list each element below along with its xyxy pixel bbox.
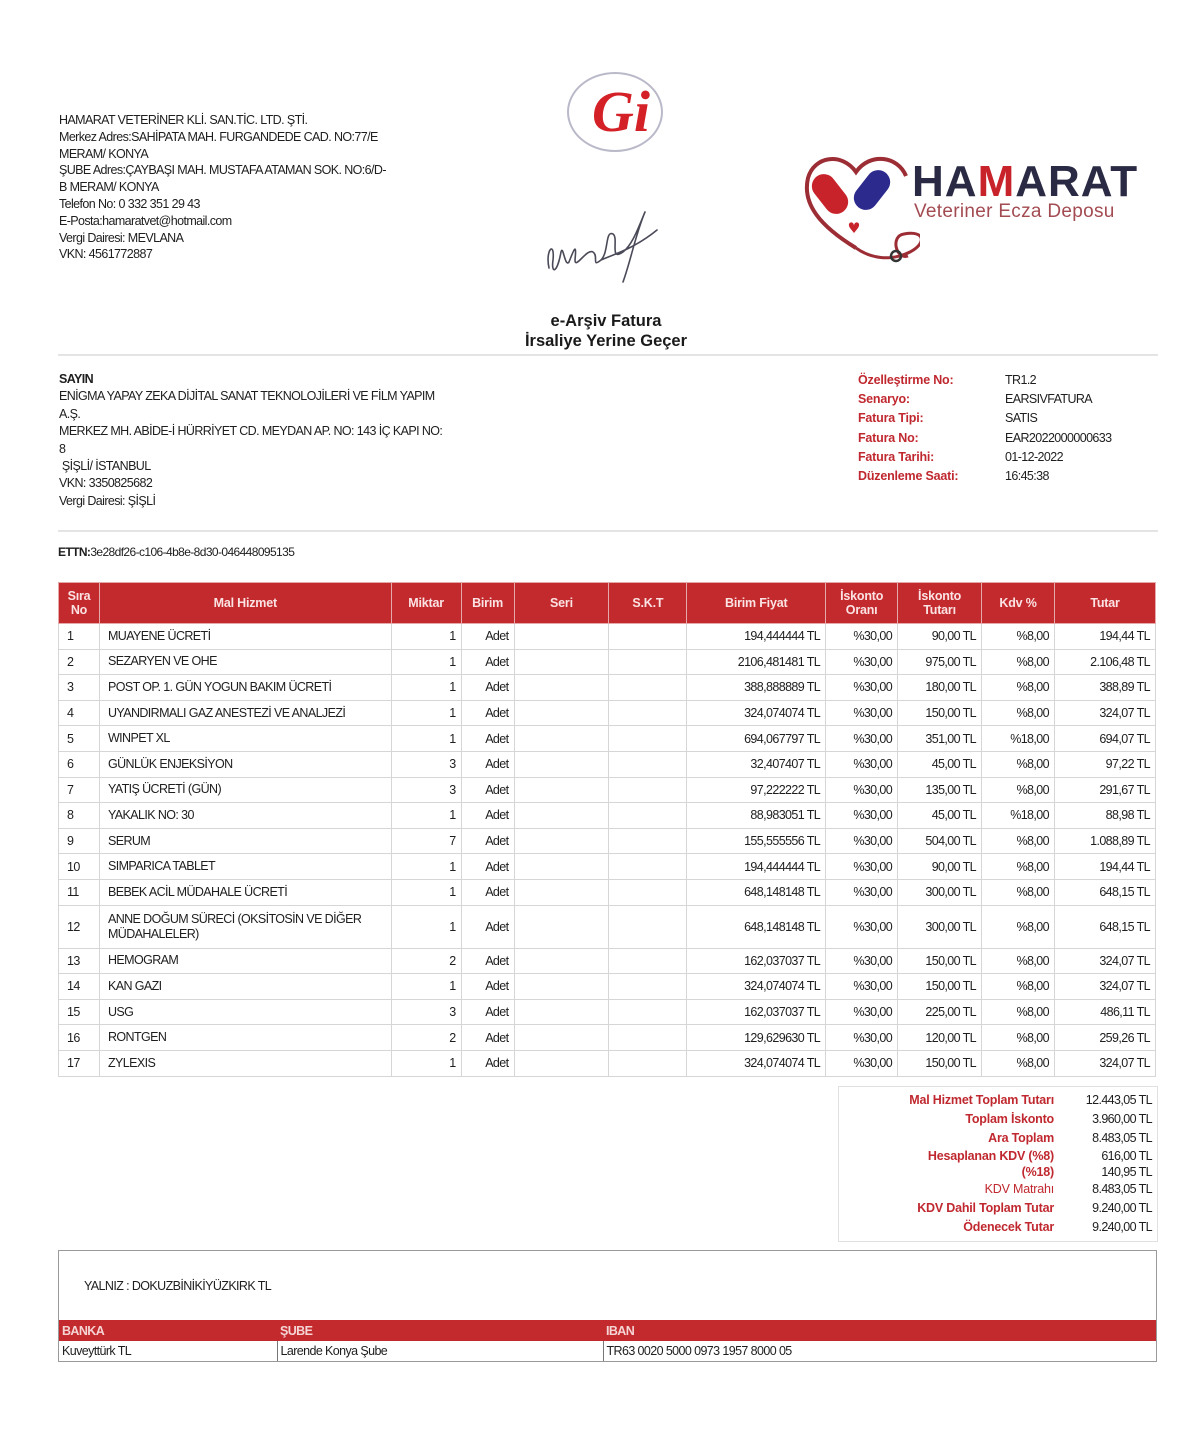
item-expiry <box>609 974 687 1000</box>
item-serial <box>514 624 609 650</box>
item-serial <box>514 675 609 701</box>
col-seri: Seri <box>514 583 609 624</box>
seller-address-line: MERAM/ KONYA <box>59 146 149 161</box>
item-expiry <box>609 751 687 777</box>
item-unit: Adet <box>461 700 514 726</box>
item-vat-rate: %8,00 <box>982 948 1055 974</box>
item-quantity: 1 <box>391 700 461 726</box>
item-expiry <box>609 726 687 752</box>
item-total: 194,44 TL <box>1054 624 1155 650</box>
item-serial <box>514 854 609 880</box>
item-expiry <box>609 803 687 829</box>
gib-seal-icon: Gi <box>567 72 663 152</box>
col-miktar: Miktar <box>391 583 461 624</box>
row-number: 14 <box>59 974 100 1000</box>
row-number: 9 <box>59 828 100 854</box>
totals-box <box>838 1086 1158 1242</box>
item-serial <box>514 1050 609 1076</box>
document-title <box>0 311 1200 351</box>
item-discount-amount: 300,00 TL <box>898 905 982 948</box>
buyer-city: ŞİŞLİ/ İSTANBUL <box>59 459 151 474</box>
row-number: 10 <box>59 854 100 880</box>
item-discount-amount: 135,00 TL <box>898 777 982 803</box>
bank-col-banka: BANKA <box>59 1320 277 1341</box>
col-sira-no: Sıra No <box>59 583 100 624</box>
bank-table <box>59 1320 1156 1362</box>
item-discount-rate: %30,00 <box>826 974 898 1000</box>
item-name: USG <box>99 999 391 1025</box>
item-unit: Adet <box>461 879 514 905</box>
row-number: 8 <box>59 803 100 829</box>
item-name: BEBEK ACİL MÜDAHALE ÜCRETİ <box>99 879 391 905</box>
item-quantity: 1 <box>391 1050 461 1076</box>
total-row: KDV Matrahı 8.483,05 TL <box>984 1182 1152 1196</box>
item-name: GÜNLÜK ENJEKSİYON <box>99 751 391 777</box>
total-row: Mal Hizmet Toplam Tutarı 12.443,05 TL <box>909 1093 1152 1107</box>
item-vat-rate: %8,00 <box>982 1025 1055 1051</box>
item-serial <box>514 1025 609 1051</box>
bank-name: Kuveyttürk TL <box>59 1341 277 1361</box>
total-row: (%18) 140,95 TL <box>1021 1165 1152 1179</box>
item-discount-amount: 180,00 TL <box>898 675 982 701</box>
item-discount-amount: 150,00 TL <box>898 700 982 726</box>
meta-row: Fatura Tarihi: 01-12-2022 <box>858 449 1063 464</box>
item-discount-rate: %30,00 <box>826 854 898 880</box>
item-vat-rate: %8,00 <box>982 1050 1055 1076</box>
item-unit: Adet <box>461 854 514 880</box>
buyer-tax-office: Vergi Dairesi: ŞİŞLİ <box>59 493 156 508</box>
item-total: 324,07 TL <box>1054 974 1155 1000</box>
item-discount-rate: %30,00 <box>826 649 898 675</box>
item-unit-price: 155,555556 TL <box>687 828 826 854</box>
item-unit: Adet <box>461 675 514 701</box>
item-expiry <box>609 1025 687 1051</box>
item-vat-rate: %8,00 <box>982 879 1055 905</box>
divider <box>58 354 1158 356</box>
item-total: 194,44 TL <box>1054 854 1155 880</box>
seller-address-line: Merkez Adres:SAHİPATA MAH. FURGANDEDE CAD. NO:77/E <box>59 129 378 144</box>
col-kdv: Kdv % <box>982 583 1055 624</box>
row-number: 13 <box>59 948 100 974</box>
row-number: 15 <box>59 999 100 1025</box>
table-row <box>59 777 1156 803</box>
item-total: 324,07 TL <box>1054 948 1155 974</box>
item-quantity: 1 <box>391 905 461 948</box>
document-title-line2: İrsaliye Yerine Geçer <box>524 332 688 350</box>
seller-info <box>59 112 499 263</box>
table-row <box>59 675 1156 701</box>
item-serial <box>514 879 609 905</box>
item-unit-price: 194,444444 TL <box>687 854 826 880</box>
row-number: 5 <box>59 726 100 752</box>
invoice-meta <box>858 371 1158 486</box>
item-serial <box>514 999 609 1025</box>
buyer-salutation: SAYIN <box>59 372 94 386</box>
item-discount-amount: 120,00 TL <box>898 1025 982 1051</box>
item-total: 486,11 TL <box>1054 999 1155 1025</box>
table-row <box>59 974 1156 1000</box>
item-unit: Adet <box>461 1050 514 1076</box>
item-total: 259,26 TL <box>1054 1025 1155 1051</box>
item-discount-amount: 45,00 TL <box>898 803 982 829</box>
total-row: KDV Dahil Toplam Tutar 9.240,00 TL <box>917 1201 1152 1215</box>
item-quantity: 2 <box>391 948 461 974</box>
item-vat-rate: %8,00 <box>982 905 1055 948</box>
item-quantity: 1 <box>391 879 461 905</box>
item-discount-amount: 150,00 TL <box>898 948 982 974</box>
signature-icon <box>535 190 685 300</box>
item-serial <box>514 726 609 752</box>
col-mal-hizmet: Mal Hizmet <box>99 583 391 624</box>
item-discount-amount: 150,00 TL <box>898 974 982 1000</box>
item-serial <box>514 803 609 829</box>
item-unit: Adet <box>461 649 514 675</box>
buyer-address: MERKEZ MH. ABİDE-İ HÜRRİYET CD. MEYDAN AP. NO: 143 İÇ KAPI NO: <box>59 424 443 439</box>
item-discount-rate: %30,00 <box>826 1025 898 1051</box>
item-discount-rate: %30,00 <box>826 726 898 752</box>
item-serial <box>514 828 609 854</box>
item-expiry <box>609 879 687 905</box>
items-table <box>58 582 1156 1077</box>
item-name: KAN GAZI <box>99 974 391 1000</box>
divider <box>58 530 1158 532</box>
bank-col-sube: ŞUBE <box>277 1320 603 1341</box>
item-discount-amount: 150,00 TL <box>898 1050 982 1076</box>
row-number: 2 <box>59 649 100 675</box>
item-unit-price: 648,148148 TL <box>687 879 826 905</box>
item-quantity: 1 <box>391 624 461 650</box>
item-vat-rate: %8,00 <box>982 854 1055 880</box>
item-discount-amount: 351,00 TL <box>898 726 982 752</box>
item-discount-amount: 300,00 TL <box>898 879 982 905</box>
item-discount-rate: %30,00 <box>826 948 898 974</box>
meta-row: Düzenleme Saati: 16:45:38 <box>858 469 1049 484</box>
item-unit: Adet <box>461 624 514 650</box>
item-expiry <box>609 624 687 650</box>
table-row <box>59 999 1156 1025</box>
item-vat-rate: %8,00 <box>982 675 1055 701</box>
item-name: ZYLEXIS <box>99 1050 391 1076</box>
item-quantity: 1 <box>391 675 461 701</box>
item-expiry <box>609 777 687 803</box>
item-quantity: 3 <box>391 751 461 777</box>
item-discount-amount: 504,00 TL <box>898 828 982 854</box>
item-discount-rate: %30,00 <box>826 624 898 650</box>
item-unit: Adet <box>461 1025 514 1051</box>
table-row <box>59 905 1156 948</box>
item-unit-price: 162,037037 TL <box>687 999 826 1025</box>
item-total: 291,67 TL <box>1054 777 1155 803</box>
item-total: 2.106,48 TL <box>1054 649 1155 675</box>
item-unit-price: 162,037037 TL <box>687 948 826 974</box>
item-unit: Adet <box>461 803 514 829</box>
item-discount-amount: 975,00 TL <box>898 649 982 675</box>
item-vat-rate: %8,00 <box>982 700 1055 726</box>
seller-phone: Telefon No: 0 332 351 29 43 <box>59 196 200 211</box>
col-birim: Birim <box>461 583 514 624</box>
seller-vkn: VKN: 4561772887 <box>59 247 153 262</box>
table-row <box>59 948 1156 974</box>
item-expiry <box>609 700 687 726</box>
item-name: SIMPARICA TABLET <box>99 854 391 880</box>
meta-row: Fatura Tipi: SATIS <box>858 411 1038 426</box>
row-number: 17 <box>59 1050 100 1076</box>
table-row <box>59 1050 1156 1076</box>
item-total: 97,22 TL <box>1054 751 1155 777</box>
item-unit: Adet <box>461 828 514 854</box>
col-iskonto-tutari: İskonto Tutarı <box>898 583 982 624</box>
item-expiry <box>609 649 687 675</box>
bank-iban: TR63 0020 5000 0973 1957 8000 05 <box>603 1341 1156 1361</box>
table-row <box>59 624 1156 650</box>
buyer-info <box>59 371 499 510</box>
item-serial <box>514 948 609 974</box>
col-skt: S.K.T <box>609 583 687 624</box>
item-name: RONTGEN <box>99 1025 391 1051</box>
buyer-address-cont: 8 <box>59 441 66 456</box>
item-name: SERUM <box>99 828 391 854</box>
table-row <box>59 854 1156 880</box>
item-discount-amount: 225,00 TL <box>898 999 982 1025</box>
item-unit: Adet <box>461 777 514 803</box>
col-iskonto-orani: İskonto Oranı <box>826 583 898 624</box>
item-quantity: 1 <box>391 726 461 752</box>
table-row <box>59 649 1156 675</box>
seller-tax-office: Vergi Dairesi: MEVLANA <box>59 230 184 245</box>
heart-stethoscope-icon <box>800 148 920 268</box>
total-row: Hesaplanan KDV (%8) 616,00 TL <box>927 1149 1152 1163</box>
item-expiry <box>609 905 687 948</box>
item-name: HEMOGRAM <box>99 948 391 974</box>
col-birim-fiyat: Birim Fiyat <box>687 583 826 624</box>
item-expiry <box>609 999 687 1025</box>
meta-row: Senaryo: EARSIVFATURA <box>858 392 1093 407</box>
item-quantity: 2 <box>391 1025 461 1051</box>
total-row: Toplam İskonto 3.960,00 TL <box>965 1112 1152 1126</box>
total-row: Ödenecek Tutar 9.240,00 TL <box>963 1220 1152 1234</box>
brand-subtitle: Veteriner Ecza Deposu <box>914 201 1115 222</box>
item-serial <box>514 905 609 948</box>
row-number: 3 <box>59 675 100 701</box>
item-serial <box>514 649 609 675</box>
item-quantity: 1 <box>391 974 461 1000</box>
item-unit: Adet <box>461 726 514 752</box>
bank-row <box>59 1341 1156 1361</box>
item-discount-amount: 90,00 TL <box>898 624 982 650</box>
table-row <box>59 803 1156 829</box>
item-vat-rate: %8,00 <box>982 649 1055 675</box>
meta-row: Özelleştirme No: TR1.2 <box>858 373 1037 387</box>
item-total: 88,98 TL <box>1054 803 1155 829</box>
item-unit: Adet <box>461 999 514 1025</box>
buyer-company-name: ENİGMA YAPAY ZEKA DİJİTAL SANAT TEKNOLOJİLERİ VE FİLM YAPIM <box>59 389 435 404</box>
item-quantity: 1 <box>391 854 461 880</box>
item-total: 648,15 TL <box>1054 905 1155 948</box>
table-row <box>59 700 1156 726</box>
item-total: 324,07 TL <box>1054 1050 1155 1076</box>
row-number: 16 <box>59 1025 100 1051</box>
item-total: 388,89 TL <box>1054 675 1155 701</box>
table-header-row <box>59 583 1156 624</box>
item-unit-price: 129,629630 TL <box>687 1025 826 1051</box>
item-vat-rate: %8,00 <box>982 751 1055 777</box>
item-name: WINPET XL <box>99 726 391 752</box>
item-total: 648,15 TL <box>1054 879 1155 905</box>
item-quantity: 3 <box>391 777 461 803</box>
col-tutar: Tutar <box>1054 583 1155 624</box>
item-name: YAKALIK NO: 30 <box>99 803 391 829</box>
table-row <box>59 726 1156 752</box>
ettn: ETTN:3e28df26-c106-4b8e-8d30-046448095135 <box>58 545 295 559</box>
item-vat-rate: %8,00 <box>982 999 1055 1025</box>
item-total: 324,07 TL <box>1054 700 1155 726</box>
item-unit-price: 32,407407 TL <box>687 751 826 777</box>
item-name: SEZARYEN VE OHE <box>99 649 391 675</box>
bank-col-iban: IBAN <box>603 1320 1156 1341</box>
item-name: ANNE DOĞUM SÜRECİ (OKSİTOSİN VE DİĞER MÜDAHALELER) <box>99 905 391 948</box>
table-row <box>59 879 1156 905</box>
item-discount-rate: %30,00 <box>826 803 898 829</box>
item-discount-rate: %30,00 <box>826 700 898 726</box>
item-discount-amount: 90,00 TL <box>898 854 982 880</box>
item-unit: Adet <box>461 751 514 777</box>
item-discount-rate: %30,00 <box>826 751 898 777</box>
item-vat-rate: %8,00 <box>982 974 1055 1000</box>
item-vat-rate: %8,00 <box>982 828 1055 854</box>
footer-box <box>58 1250 1157 1362</box>
buyer-company-name-cont: A.Ş. <box>59 406 81 421</box>
item-discount-rate: %30,00 <box>826 879 898 905</box>
item-unit-price: 194,444444 TL <box>687 624 826 650</box>
bank-branch: Larende Konya Şube <box>277 1341 603 1361</box>
table-row <box>59 1025 1156 1051</box>
item-vat-rate: %8,00 <box>982 777 1055 803</box>
row-number: 12 <box>59 905 100 948</box>
item-expiry <box>609 1050 687 1076</box>
item-expiry <box>609 828 687 854</box>
item-total: 694,07 TL <box>1054 726 1155 752</box>
row-number: 11 <box>59 879 100 905</box>
row-number: 6 <box>59 751 100 777</box>
row-number: 7 <box>59 777 100 803</box>
item-discount-rate: %30,00 <box>826 777 898 803</box>
table-row <box>59 751 1156 777</box>
document-title-line1: e-Arşiv Fatura <box>550 312 662 330</box>
item-name: MUAYENE ÜCRETİ <box>99 624 391 650</box>
item-expiry <box>609 854 687 880</box>
item-unit-price: 388,888889 TL <box>687 675 826 701</box>
item-serial <box>514 974 609 1000</box>
item-unit-price: 648,148148 TL <box>687 905 826 948</box>
item-unit: Adet <box>461 974 514 1000</box>
item-name: YATIŞ ÜCRETİ (GÜN) <box>99 777 391 803</box>
item-unit-price: 2106,481481 TL <box>687 649 826 675</box>
item-quantity: 1 <box>391 803 461 829</box>
item-unit-price: 694,067797 TL <box>687 726 826 752</box>
seller-company-name: HAMARAT VETERİNER KLİ. SAN.TİC. LTD. ŞTİ. <box>59 113 308 127</box>
seller-branch-address: B MERAM/ KONYA <box>59 180 159 195</box>
item-discount-rate: %30,00 <box>826 828 898 854</box>
item-expiry <box>609 948 687 974</box>
item-quantity: 3 <box>391 999 461 1025</box>
buyer-vkn: VKN: 3350825682 <box>59 476 153 491</box>
item-quantity: 7 <box>391 828 461 854</box>
item-discount-rate: %30,00 <box>826 1050 898 1076</box>
item-unit-price: 88,983051 TL <box>687 803 826 829</box>
item-unit-price: 324,074074 TL <box>687 700 826 726</box>
seller-email: E-Posta:hamaratvet@hotmail.com <box>59 213 232 228</box>
item-total: 1.088,89 TL <box>1054 828 1155 854</box>
row-number: 1 <box>59 624 100 650</box>
seller-branch-address: ŞUBE Adres:ÇAYBAŞI MAH. MUSTAFA ATAMAN SOK. NO:6/D- <box>59 163 386 178</box>
item-serial <box>514 700 609 726</box>
item-discount-amount: 45,00 TL <box>898 751 982 777</box>
item-unit-price: 324,074074 TL <box>687 974 826 1000</box>
item-unit-price: 324,074074 TL <box>687 1050 826 1076</box>
item-unit: Adet <box>461 905 514 948</box>
item-vat-rate: %18,00 <box>982 803 1055 829</box>
item-serial <box>514 777 609 803</box>
item-name: POST OP. 1. GÜN YOGUN BAKIM ÜCRETİ <box>99 675 391 701</box>
brand-name: HAMARAT <box>912 157 1139 206</box>
item-discount-rate: %30,00 <box>826 905 898 948</box>
table-row <box>59 828 1156 854</box>
item-expiry <box>609 675 687 701</box>
item-discount-rate: %30,00 <box>826 675 898 701</box>
item-discount-rate: %30,00 <box>826 999 898 1025</box>
item-vat-rate: %18,00 <box>982 726 1055 752</box>
item-unit-price: 97,222222 TL <box>687 777 826 803</box>
row-number: 4 <box>59 700 100 726</box>
item-serial <box>514 751 609 777</box>
bank-header-row <box>59 1320 1156 1341</box>
total-row: Ara Toplam 8.483,05 TL <box>988 1131 1152 1145</box>
item-quantity: 1 <box>391 649 461 675</box>
amount-in-words: YALNIZ : DOKUZBİNİKİYÜZKIRK TL <box>84 1279 272 1293</box>
item-vat-rate: %8,00 <box>982 624 1055 650</box>
item-unit: Adet <box>461 948 514 974</box>
item-name: UYANDIRMALI GAZ ANESTEZİ VE ANALJEZİ <box>99 700 391 726</box>
meta-row: Fatura No: EAR2022000000633 <box>858 430 1112 445</box>
